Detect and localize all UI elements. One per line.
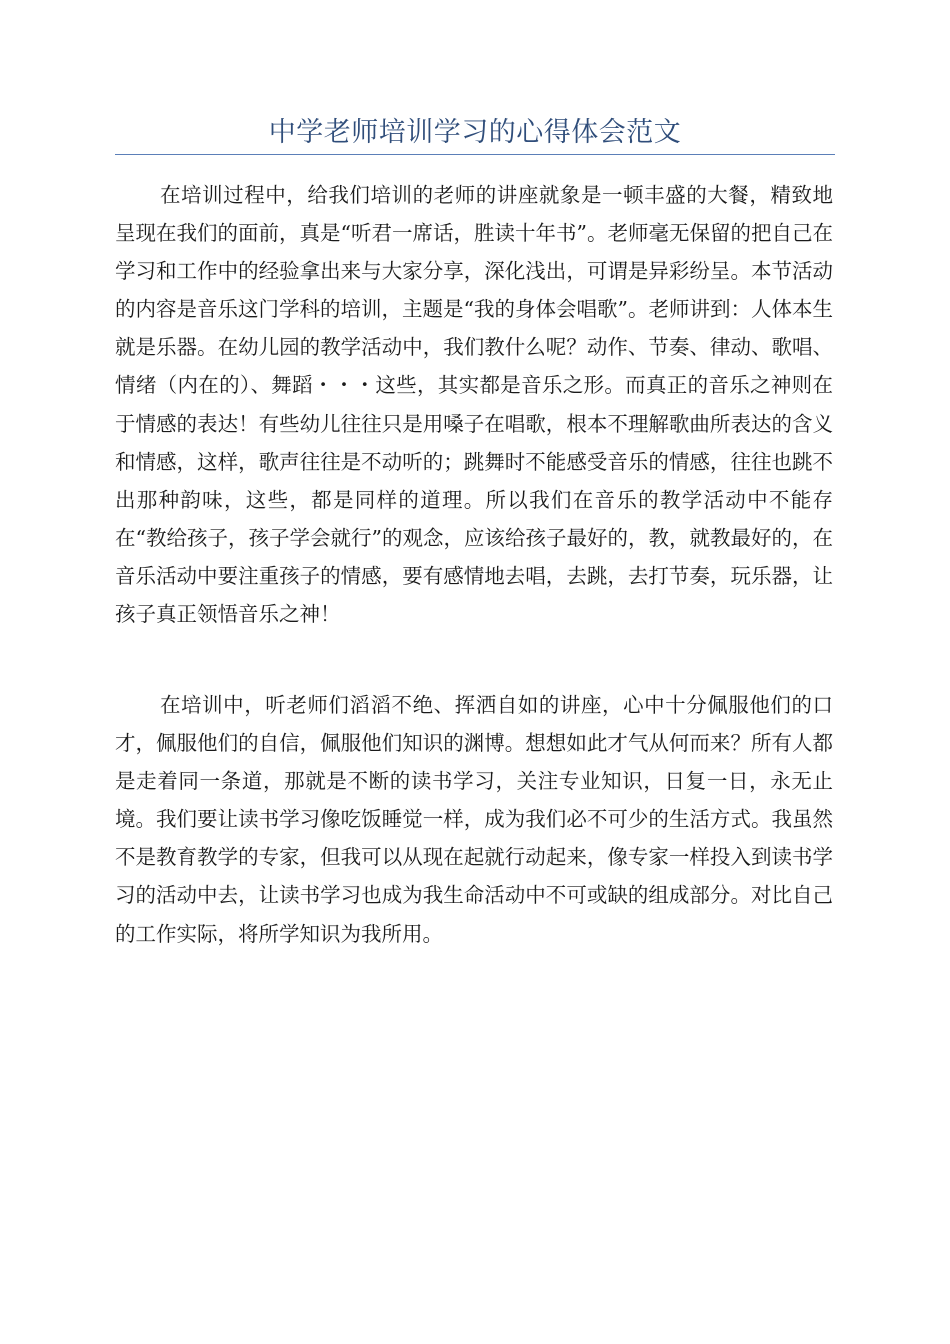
body-paragraph-1: 在培训过程中，给我们培训的老师的讲座就象是一顿丰盛的大餐，精致地呈现在我们的面前，真是“听君一席话，胜读十年书”。老师毫无保留的把自己在学习和工作中的经验拿出来与大家分享，深化浅出，可谓是异彩纷呈。本节活动的内容是音乐这门学科的培训，主题是“我的身体会唱歌”。老师讲到：人体本生就是乐器。在幼儿园的教学活动中，我们教什么呢？动作、节奏、律动、歌唱、情绪（内在的）、舞蹈・・・这些，其实都是音乐之形。而真正的音乐之神则在于情感的表达！有些幼儿往往只是用嗓子在唱歌，根本不理解歌曲所表达的含义和情感，这样，歌声往往是不动听的；跳舞时不能感受音乐的情感，往往也跳不出那种韵味，这些，都是同样的道理。所以我们在音乐的教学活动中不能存在“教给孩子，孩子学会就行”的观念，应该给孩子最好的，教，就教最好的，在音乐活动中要注重孩子的情感，要有感情地去唱，去跳，去打节奏，玩乐器，让孩子真正领悟音乐之神！ <box>115 183 833 627</box>
body-paragraph-2: 在培训中，听老师们滔滔不绝、挥洒自如的讲座，心中十分佩服他们的口才，佩服他们的自信，佩服他们知识的渊博。想想如此才气从何而来？所有人都是走着同一条道，那就是不断的读书学习，关注专业知识，日复一日，永无止境。我们要让读书学习像吃饭睡觉一样，成为我们必不可少的生活方式。我虽然不是教育教学的专家，但我可以从现在起就行动起来，像专家一样投入到读书学习的活动中去，让读书学习也成为我生命活动中不可或缺的组成部分。对比自己的工作实际，将所学知识为我所用。 <box>115 693 833 946</box>
title-underline <box>115 154 835 155</box>
document-title: 中学老师培训学习的心得体会范文 <box>268 117 682 148</box>
